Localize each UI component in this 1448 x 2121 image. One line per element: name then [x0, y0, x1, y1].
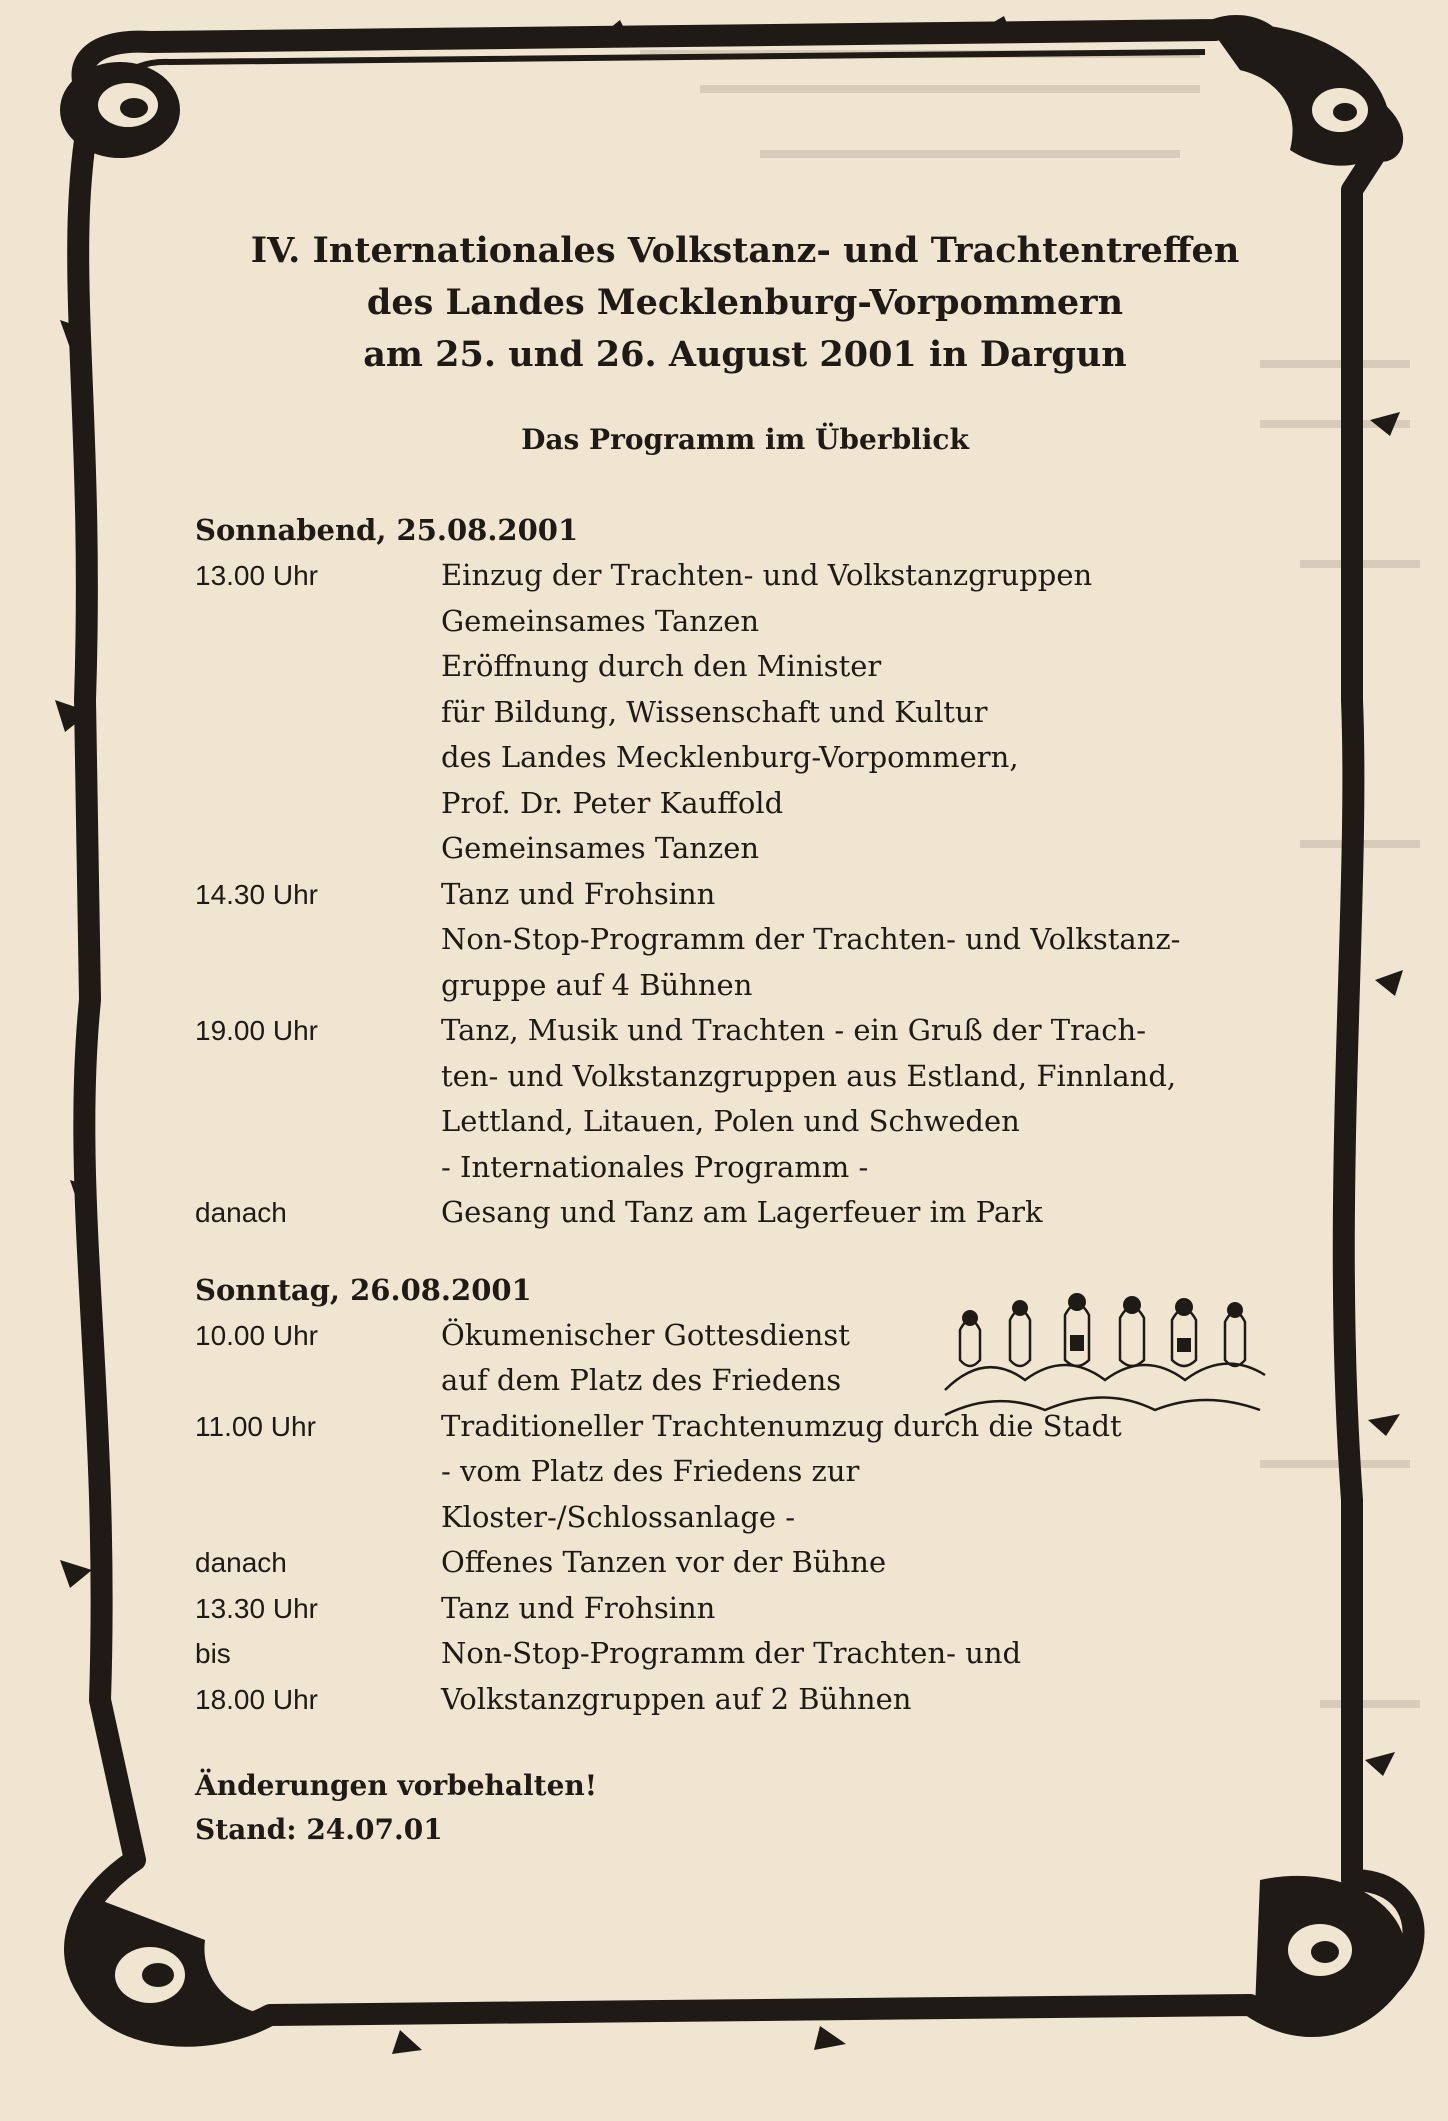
entry-description [441, 1540, 1295, 1586]
entry-time: 10.00 Uhr [195, 1319, 318, 1351]
entry-description [441, 872, 1295, 1009]
entry-line: für Bildung, Wissenschaft und Kultur [441, 694, 988, 729]
title-line-3: am 25. und 26. August 2001 in Dargun [363, 334, 1127, 375]
program-content [195, 225, 1295, 1852]
entry-time: bis [195, 1638, 231, 1669]
entry-line: Lettland, Litauen, Polen und Schweden [441, 1104, 1020, 1138]
schedule-entry [195, 1540, 1295, 1586]
program-subtitle: Das Programm im Überblick [521, 423, 969, 456]
title-line-2: des Landes Mecklenburg-Vorpommern [366, 282, 1124, 323]
entry-line: Volkstanzgruppen auf 2 Bühnen [441, 1681, 912, 1716]
entry-time: 13.00 Uhr [195, 560, 318, 591]
entry-line: Einzug der Trachten- und Volkstanzgruppen [441, 558, 1093, 592]
day-heading: Sonnabend, 25.08.2001 [195, 513, 579, 547]
entry-description [441, 553, 1295, 872]
schedule-entry [195, 1313, 1295, 1404]
schedule-entry [195, 1677, 1295, 1723]
entry-line: Offenes Tanzen vor der Bühne [441, 1545, 887, 1579]
entry-line: Non-Stop-Programm der Trachten- und Volkstanz- [441, 922, 1181, 956]
entry-line: auf dem Platz des Friedens [441, 1363, 842, 1397]
entry-line: Non-Stop-Programm der Trachten- und [441, 1636, 1022, 1670]
schedule-entry [195, 1631, 1295, 1677]
entry-line: Tanz und Frohsinn [441, 876, 716, 911]
entry-line: gruppe auf 4 Bühnen [441, 967, 753, 1002]
entry-line: Eröffnung durch den Minister [441, 649, 882, 683]
entry-description [441, 1313, 1295, 1404]
schedule-entry [195, 1190, 1295, 1236]
entry-time: 13.30 Uhr [195, 1592, 318, 1624]
event-title [195, 225, 1295, 381]
schedule-entry [195, 553, 1295, 872]
schedule-entry [195, 1008, 1295, 1190]
entry-description [441, 1586, 1295, 1632]
entry-time: 11.00 Uhr [195, 1410, 316, 1442]
schedule-entry [195, 1404, 1295, 1541]
schedule-entry [195, 1586, 1295, 1632]
footer-notes [195, 1764, 1295, 1852]
entry-line: Tanz, Musik und Trachten - ein Gruß der Trach- [441, 1013, 1147, 1047]
entry-description [441, 1404, 1295, 1541]
entry-line: Kloster-/Schlossanlage - [441, 1499, 796, 1534]
entry-line: Tanz und Frohsinn [441, 1590, 716, 1625]
day-heading: Sonntag, 26.08.2001 [195, 1272, 532, 1307]
entry-time: danach [195, 1547, 287, 1578]
entry-line: Traditioneller Trachtenumzug durch die Stadt [441, 1408, 1122, 1443]
changes-note: Änderungen vorbehalten! [195, 1769, 598, 1802]
entry-line: Ökumenischer Gottesdienst [441, 1317, 850, 1352]
entry-line: - vom Platz des Friedens zur [441, 1454, 860, 1488]
entry-time: danach [195, 1197, 287, 1228]
entry-line: Gemeinsames Tanzen [441, 831, 760, 865]
entry-line: - Internationales Programm - [441, 1149, 869, 1184]
entry-line: Prof. Dr. Peter Kauffold [441, 785, 784, 820]
entry-line: ten- und Volkstanzgruppen aus Estland, Finnland, [441, 1058, 1177, 1093]
entry-line: des Landes Mecklenburg-Vorpommern, [441, 740, 1019, 774]
entry-description [441, 1190, 1295, 1236]
entry-description [441, 1677, 1295, 1723]
schedule-entry [195, 872, 1295, 1009]
entry-time: 18.00 Uhr [195, 1683, 318, 1715]
entry-line: Gemeinsames Tanzen [441, 603, 760, 638]
entry-time: 19.00 Uhr [195, 1015, 318, 1046]
title-line-1: IV. Internationales Volkstanz- und Trachtentreffen [250, 230, 1240, 271]
entry-description [441, 1008, 1295, 1190]
day-saturday [195, 508, 1295, 1236]
entry-time: 14.30 Uhr [195, 878, 318, 910]
entry-line: Gesang und Tanz am Lagerfeuer im Park [441, 1195, 1043, 1229]
day-sunday [195, 1268, 1295, 1723]
entry-description [441, 1631, 1295, 1677]
stand-date: Stand: 24.07.01 [195, 1813, 443, 1846]
